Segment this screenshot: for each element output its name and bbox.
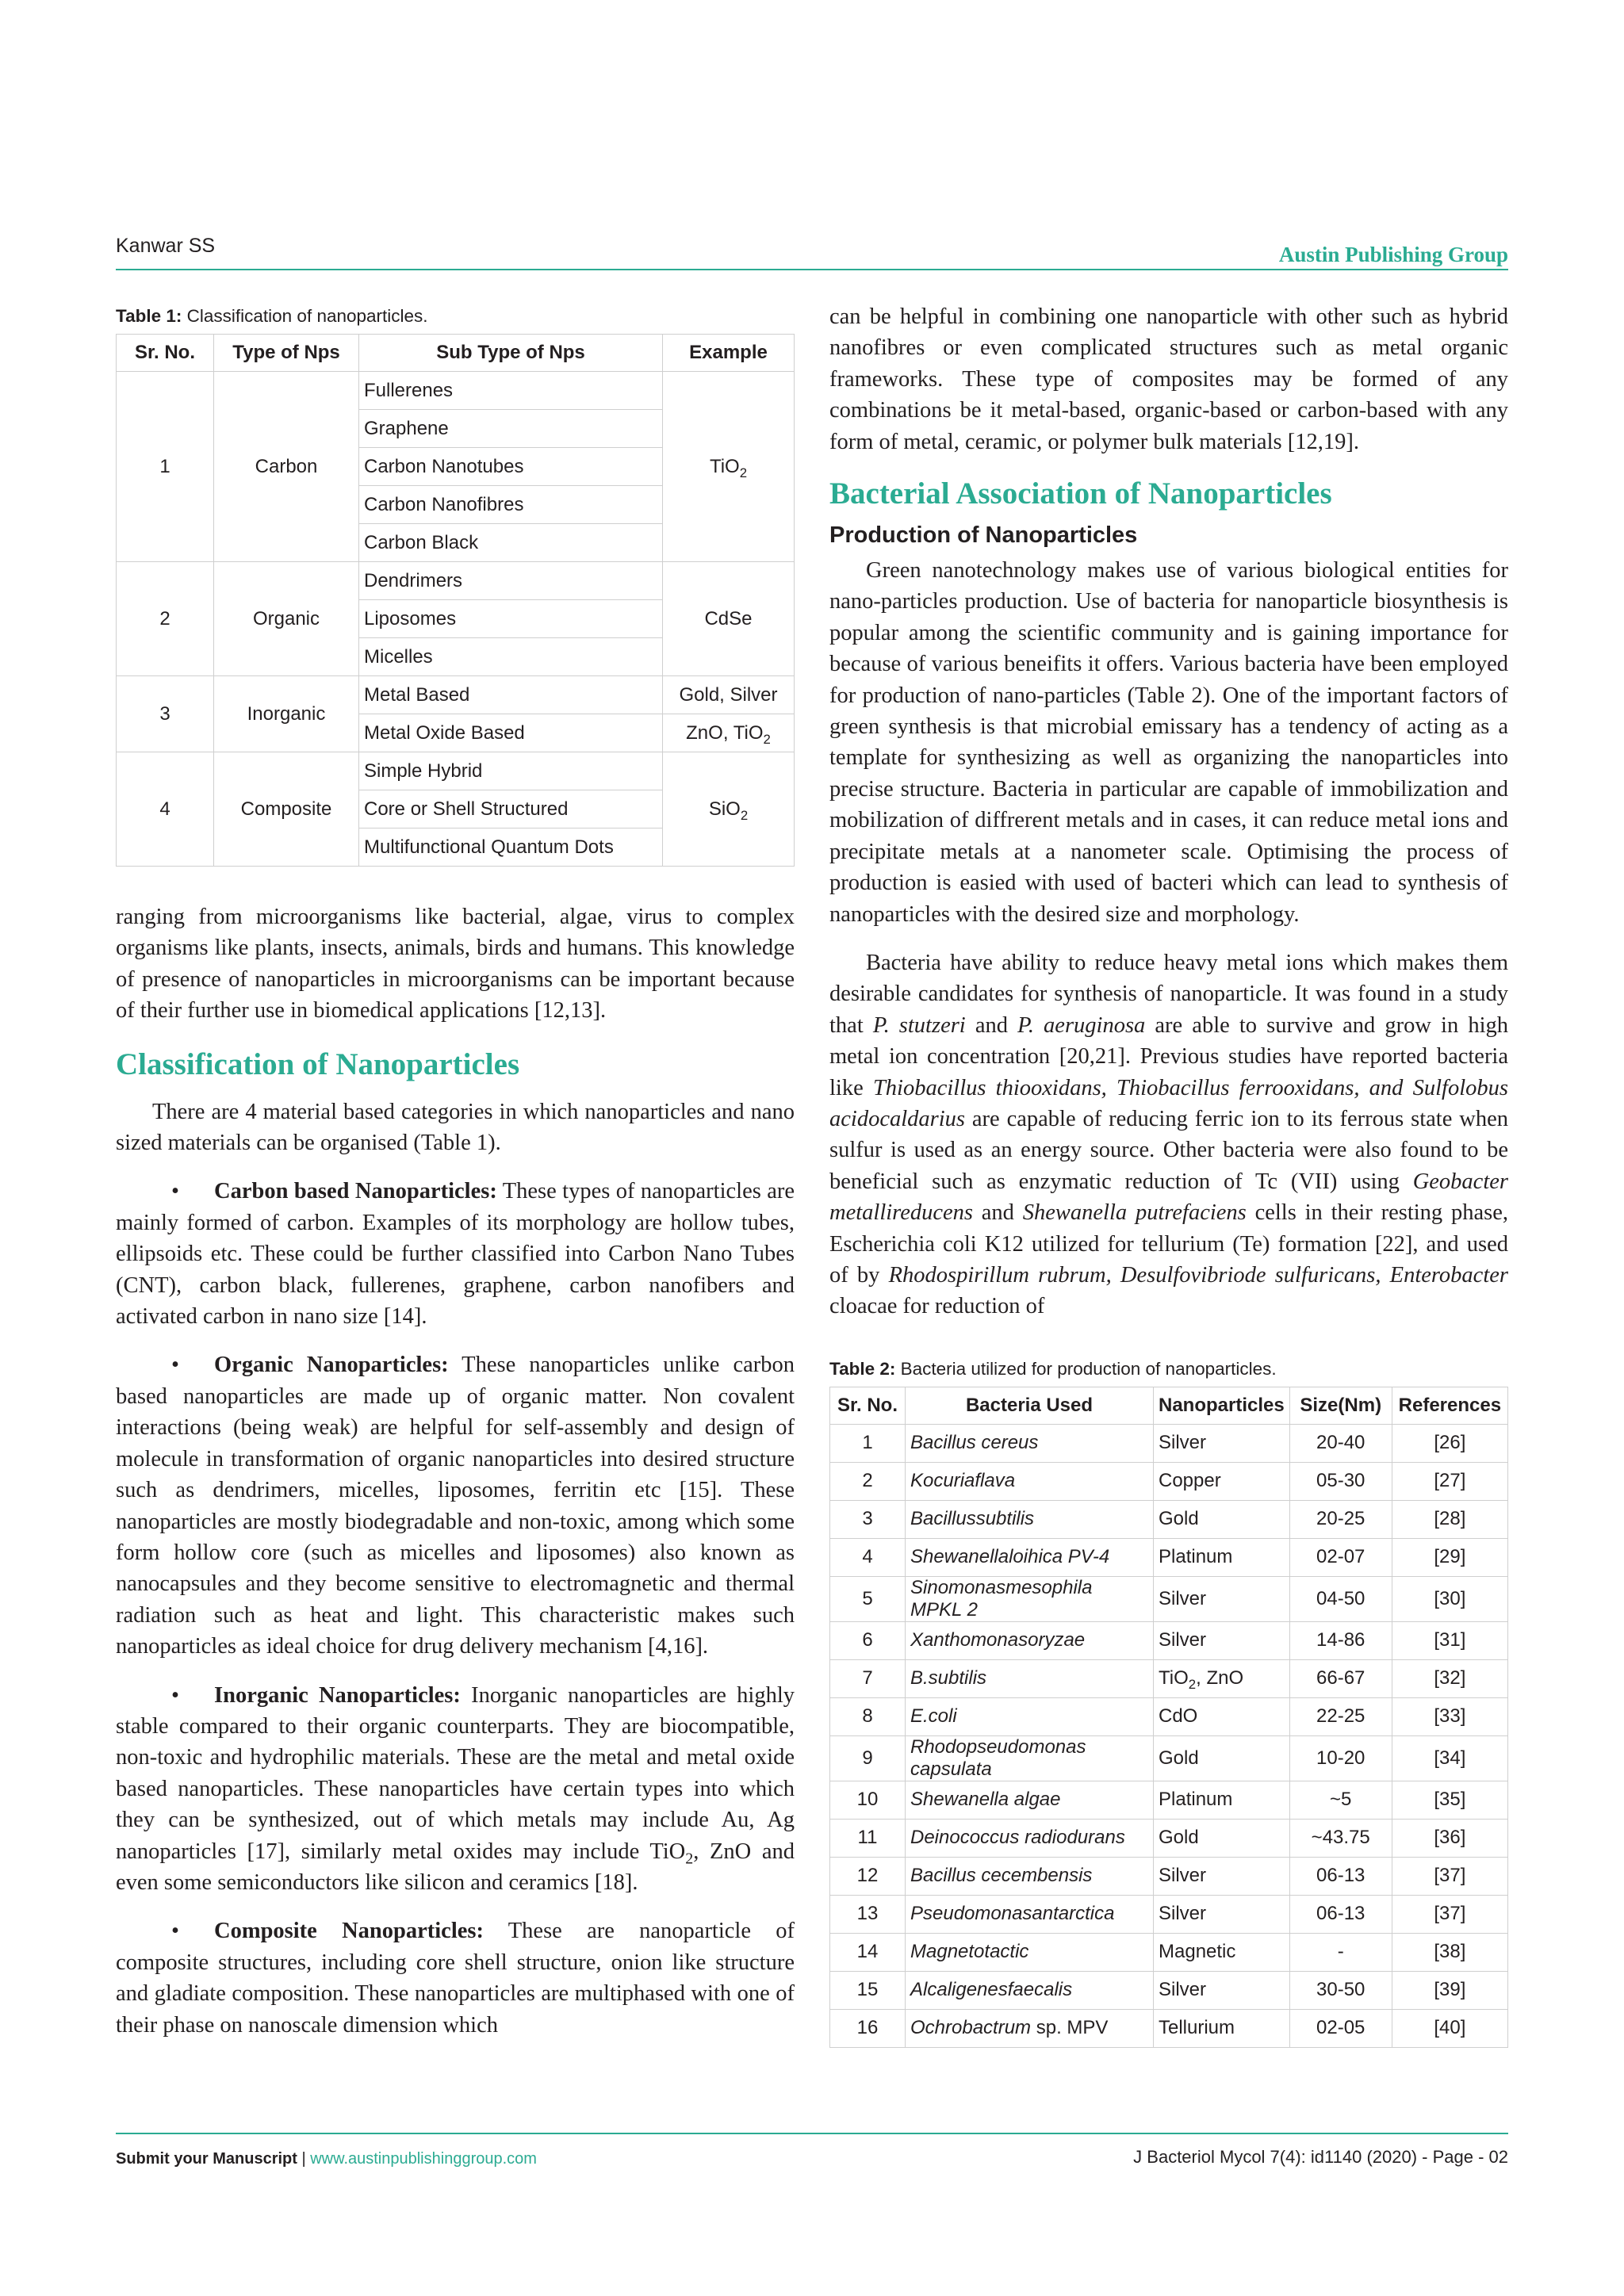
right-paragraph-2: Green nanotechnology makes use of various biological entities for nano-particles production. Use of bacteria for nanoparticle biosynthesis is popular among the scientific community and is gaining importance for because of various beneifits it offers. Various bacteria have been employed for production of nano-particles (Table 2). One of the important factors of green synthesis is that microbial emissary has a tendency of acting as a template for synthesizing as well as organizing the nanoparticles into precise structure. Bacteria in particular are capable of immobilization and mobilization of diffrerent metals and in cases, it can reduce metal ions and precipitate metals at a nanometer scale. Optimising the process of production is easied with used of bacteri which can lead to synthesis of nanoparticles with the desired size and morphology. bbox=[829, 558, 1508, 927]
table1-cell-example bbox=[663, 562, 795, 676]
table1-cell-srno: 1 bbox=[117, 372, 214, 562]
table2-cell-srno: 16 bbox=[830, 2009, 906, 2047]
table2-row bbox=[830, 1424, 1508, 1462]
table2-cell-size: 30-50 bbox=[1289, 1971, 1392, 2009]
table1-row bbox=[117, 372, 795, 410]
table2-cell-reference: [35] bbox=[1392, 1781, 1507, 1819]
table2-cell-srno: 6 bbox=[830, 1621, 906, 1659]
bacteria-name: Deinococcus radiodurans bbox=[910, 1827, 1125, 1849]
table1-cell-subtype: Carbon Black bbox=[359, 524, 663, 562]
p3-text-e: and bbox=[972, 1200, 1023, 1226]
table1-col-example: Example bbox=[663, 335, 795, 372]
table2-cell-srno: 11 bbox=[830, 1819, 906, 1857]
table2-cell-reference: [34] bbox=[1392, 1735, 1507, 1781]
bullet-inorganic-subscript: 2 bbox=[685, 1850, 694, 1868]
table2-cell-size: - bbox=[1289, 1933, 1392, 1971]
p3-italic-1: P. stutzeri bbox=[872, 1012, 966, 1038]
table2-cell-nanoparticle bbox=[1154, 1933, 1290, 1971]
table2-cell-reference: [28] bbox=[1392, 1500, 1507, 1538]
table1-cell-subtype: Metal Based bbox=[359, 676, 663, 714]
footer-submit bbox=[116, 2150, 537, 2168]
table2-row bbox=[830, 1819, 1508, 1857]
table1-cell-subtype: Micelles bbox=[359, 638, 663, 676]
table2 bbox=[829, 1387, 1508, 2048]
table1-cell-srno: 4 bbox=[117, 752, 214, 867]
nanoparticle-text: Magnetic bbox=[1159, 1941, 1236, 1963]
bullet-organic-title: Organic Nanoparticles: bbox=[214, 1353, 449, 1378]
table2-cell-nanoparticle bbox=[1154, 1781, 1290, 1819]
publisher-website-link[interactable]: www.austinpublishinggroup.com bbox=[310, 2150, 537, 2168]
bacteria-name: Xanthomonasoryzae bbox=[910, 1629, 1086, 1651]
p3-text-a: Bacteria have ability to reduce heavy metal ions which makes them desirable candidates for synthesis of nanoparticle. It was found in a study that bbox=[829, 950, 1508, 1038]
table1-col-subtype: Sub Type of Nps bbox=[359, 335, 663, 372]
table1-col-srno: Sr. No. bbox=[117, 335, 214, 372]
table2-cell-reference: [30] bbox=[1392, 1576, 1507, 1621]
bullet-inorganic bbox=[116, 1680, 795, 1899]
nanoparticle-text: Gold bbox=[1159, 1508, 1199, 1530]
table1-caption bbox=[116, 306, 795, 327]
table1-cell-srno: 3 bbox=[117, 676, 214, 752]
example-text: Gold, Silver bbox=[679, 683, 778, 706]
table1-cell-example bbox=[663, 372, 795, 562]
table1-caption-text: Classification of nanoparticles. bbox=[186, 306, 428, 326]
table1-cell-type: Carbon bbox=[214, 372, 359, 562]
table2-row bbox=[830, 1621, 1508, 1659]
table2-caption-text: Bacteria utilized for production of nanoparticles. bbox=[900, 1358, 1277, 1379]
table2-cell-srno: 7 bbox=[830, 1659, 906, 1697]
table1-cell-subtype: Graphene bbox=[359, 410, 663, 448]
table2-row bbox=[830, 1538, 1508, 1576]
nanoparticle-text: Tellurium bbox=[1159, 2017, 1235, 2039]
p3-text-g: cloacae for reduction of bbox=[829, 1294, 1045, 1319]
example-text: TiO bbox=[709, 455, 740, 477]
table2-cell-nanoparticle bbox=[1154, 1576, 1290, 1621]
table1-cell-subtype: Liposomes bbox=[359, 600, 663, 638]
p3-text-c: are able to survive and grow in high metal ion concentration [20,21]. Previous studies have reported bacteria like bbox=[829, 1012, 1508, 1100]
bullet-composite-text: These are nanoparticle of composite structures, including core shell structure, onion like structure and gladiate composition. These nanoparticles are multiphased with one of their phase on nanoscale dimension which bbox=[116, 1919, 795, 2038]
left-paragraph-1: ranging from microorganisms like bacterial, algae, virus to complex organisms like plants, insects, animals, birds and humans. This knowledge of presence of nanoparticles in microorganisms can be important because of their further use in biomedical applications [12,13]. bbox=[116, 905, 795, 1024]
table2-cell-nanoparticle bbox=[1154, 1621, 1290, 1659]
table2-col-srno: Sr. No. bbox=[830, 1387, 906, 1424]
table1-body bbox=[117, 372, 795, 867]
table2-cell-srno: 9 bbox=[830, 1735, 906, 1781]
nanoparticle-text: Gold bbox=[1159, 1747, 1199, 1769]
table1-row bbox=[117, 562, 795, 600]
bacteria-name: Magnetotactic bbox=[910, 1941, 1029, 1963]
example-subscript: 2 bbox=[739, 465, 748, 480]
table2-cell-bacteria bbox=[906, 1781, 1154, 1819]
table2-row bbox=[830, 1576, 1508, 1621]
bullet-inorganic-text-b: , ZnO and even some semiconductors like silicon and ceramics [18]. bbox=[116, 1839, 795, 1895]
table2-cell-bacteria bbox=[906, 1819, 1154, 1857]
bullet-dot: • bbox=[171, 1919, 179, 1944]
table2-cell-srno: 14 bbox=[830, 1933, 906, 1971]
table2-cell-srno: 13 bbox=[830, 1895, 906, 1933]
table2-row bbox=[830, 1500, 1508, 1538]
table2-cell-nanoparticle bbox=[1154, 1857, 1290, 1895]
table1-cell-type: Inorganic bbox=[214, 676, 359, 752]
bullet-composite-title: Composite Nanoparticles: bbox=[214, 1919, 484, 1944]
table1-cell-example bbox=[663, 752, 795, 867]
table2-cell-bacteria bbox=[906, 1538, 1154, 1576]
table2-caption bbox=[829, 1359, 1508, 1380]
p3-italic-3: Thiobacillus thiooxidans, Thiobacillus ferrooxidans, and Sulfolobus acidocaldarius bbox=[829, 1075, 1508, 1131]
table2-cell-nanoparticle bbox=[1154, 1971, 1290, 2009]
bacteria-name: Sinomonasmesophila MPKL 2 bbox=[910, 1576, 1093, 1621]
table2-cell-nanoparticle bbox=[1154, 1659, 1290, 1697]
p3-italic-2: P. aeruginosa bbox=[1017, 1012, 1146, 1038]
table2-col-size: Size(Nm) bbox=[1289, 1387, 1392, 1424]
table2-cell-bacteria bbox=[906, 1933, 1154, 1971]
header-rule bbox=[116, 269, 1508, 270]
table2-cell-srno: 1 bbox=[830, 1424, 906, 1462]
table2-cell-size: 05-30 bbox=[1289, 1462, 1392, 1500]
table2-cell-size: 02-05 bbox=[1289, 2009, 1392, 2047]
table2-cell-reference: [37] bbox=[1392, 1895, 1507, 1933]
table2-row bbox=[830, 1659, 1508, 1697]
p3-italic-5: Shewanella putrefaciens bbox=[1022, 1200, 1247, 1226]
bullet-carbon-text: These types of nanoparticles are mainly formed of carbon. Examples of its morphology are hollow tubes, ellipsoids etc. These could be further classified into Carbon Nano Tubes (CNT), carbon black, fullerenes, graphene, carbon nanofibers and activated carbon in nano size [14]. bbox=[116, 1179, 795, 1330]
footer-separator: | bbox=[297, 2150, 311, 2168]
example-subscript: 2 bbox=[763, 731, 771, 747]
table2-cell-srno: 8 bbox=[830, 1697, 906, 1735]
nanoparticle-text: Silver bbox=[1159, 1979, 1207, 2001]
p3-text-d: are capable of reducing ferric ion to its ferrous state when sulfur is used as an energy source. Other bacteria were also found to be beneficial such as enzymatic reduction of Tc (VII) using bbox=[829, 1106, 1508, 1194]
table2-cell-size: ~5 bbox=[1289, 1781, 1392, 1819]
example-text: SiO bbox=[708, 798, 741, 820]
table2-cell-bacteria bbox=[906, 1621, 1154, 1659]
table1-cell-subtype: Carbon Nanotubes bbox=[359, 448, 663, 486]
table2-cell-bacteria bbox=[906, 2009, 1154, 2047]
table2-row bbox=[830, 1971, 1508, 2009]
table2-row bbox=[830, 1697, 1508, 1735]
bullet-organic bbox=[116, 1349, 795, 1662]
table2-cell-srno: 5 bbox=[830, 1576, 906, 1621]
p3-text-f: cells in their resting phase, Escherichia coli K12 utilized for tellurium (Te) formation [22], and used of by bbox=[829, 1200, 1508, 1288]
nanoparticle-text: TiO bbox=[1159, 1667, 1189, 1689]
table2-row bbox=[830, 1781, 1508, 1819]
footer-citation: J Bacteriol Mycol 7(4): id1140 (2020) - Page - 02 bbox=[1133, 2147, 1508, 2167]
table2-cell-reference: [39] bbox=[1392, 1971, 1507, 2009]
bacteria-name: Shewanella algae bbox=[910, 1789, 1061, 1811]
table2-cell-nanoparticle bbox=[1154, 1462, 1290, 1500]
table2-cell-reference: [36] bbox=[1392, 1819, 1507, 1857]
left-column bbox=[116, 301, 795, 2041]
heading-production: Production of Nanoparticles bbox=[829, 522, 1138, 549]
table1-col-type: Type of Nps bbox=[214, 335, 359, 372]
table2-cell-size: 06-13 bbox=[1289, 1857, 1392, 1895]
table1-row bbox=[117, 752, 795, 790]
table2-cell-bacteria bbox=[906, 1659, 1154, 1697]
nanoparticle-text: Platinum bbox=[1159, 1789, 1233, 1811]
table1-header-row bbox=[117, 335, 795, 372]
bacteria-name: B.subtilis bbox=[910, 1667, 987, 1689]
table1-cell-subtype: Metal Oxide Based bbox=[359, 714, 663, 752]
table2-row bbox=[830, 1857, 1508, 1895]
publisher-name: Austin Publishing Group bbox=[1278, 243, 1508, 266]
bullet-inorganic-title: Inorganic Nanoparticles: bbox=[214, 1682, 461, 1708]
nanoparticle-text: Silver bbox=[1159, 1587, 1207, 1609]
bullet-dot: • bbox=[171, 1353, 179, 1378]
heading-classification: Classification of Nanoparticles bbox=[116, 1047, 520, 1081]
nanoparticle-text: Silver bbox=[1159, 1865, 1207, 1887]
table2-cell-nanoparticle bbox=[1154, 1424, 1290, 1462]
table2-cell-bacteria bbox=[906, 1895, 1154, 1933]
bullet-dot: • bbox=[171, 1682, 179, 1708]
bacteria-name: Bacillussubtilis bbox=[910, 1508, 1035, 1530]
table2-cell-bacteria bbox=[906, 1735, 1154, 1781]
submit-manuscript-link[interactable]: Submit your Manuscript bbox=[116, 2150, 297, 2168]
bacteria-name: Rhodopseudomonas capsulata bbox=[910, 1735, 1086, 1780]
table2-cell-reference: [33] bbox=[1392, 1697, 1507, 1735]
table2-cell-reference: [38] bbox=[1392, 1933, 1507, 1971]
table2-cell-srno: 12 bbox=[830, 1857, 906, 1895]
table2-cell-bacteria bbox=[906, 1462, 1154, 1500]
right-paragraph-3 bbox=[829, 947, 1508, 1322]
nanoparticle-text: Silver bbox=[1159, 1629, 1207, 1651]
bacteria-name: E.coli bbox=[910, 1705, 957, 1728]
table2-row bbox=[830, 1895, 1508, 1933]
table2-cell-reference: [40] bbox=[1392, 2009, 1507, 2047]
table2-cell-nanoparticle bbox=[1154, 1538, 1290, 1576]
nanoparticle-text: Silver bbox=[1159, 1432, 1207, 1454]
table2-body bbox=[830, 1424, 1508, 2047]
bacteria-name: Alcaligenesfaecalis bbox=[910, 1979, 1073, 2001]
table2-cell-srno: 10 bbox=[830, 1781, 906, 1819]
running-head-author: Kanwar SS bbox=[116, 235, 216, 257]
table1-cell-subtype: Simple Hybrid bbox=[359, 752, 663, 790]
table2-cell-bacteria bbox=[906, 1857, 1154, 1895]
table2-cell-srno: 3 bbox=[830, 1500, 906, 1538]
table2-cell-nanoparticle bbox=[1154, 1735, 1290, 1781]
table2-header-row bbox=[830, 1387, 1508, 1424]
nanoparticle-text: Gold bbox=[1159, 1827, 1199, 1849]
table2-row bbox=[830, 1933, 1508, 1971]
example-text: CdSe bbox=[704, 607, 753, 629]
table2-cell-reference: [27] bbox=[1392, 1462, 1507, 1500]
table2-cell-bacteria bbox=[906, 1500, 1154, 1538]
right-paragraph-1: can be helpful in combining one nanoparticle with other such as hybrid nanofibres or even complicated structures such as metal organic frameworks. These type of composites may be formed of any combinations be it metal-based, organic-based or carbon-based with any form of metal, ceramic, or polymer bulk materials [12,19]. bbox=[829, 304, 1508, 454]
bacteria-extra: sp. MPV bbox=[1031, 2017, 1109, 2039]
bacteria-name: Bacillus cereus bbox=[910, 1432, 1039, 1454]
table2-cell-size: 02-07 bbox=[1289, 1538, 1392, 1576]
bullet-carbon-title: Carbon based Nanoparticles: bbox=[214, 1179, 497, 1204]
table2-cell-srno: 4 bbox=[830, 1538, 906, 1576]
nanoparticle-text: CdO bbox=[1159, 1705, 1198, 1728]
nanoparticle-text: Silver bbox=[1159, 1903, 1207, 1925]
table2-cell-size: 22-25 bbox=[1289, 1697, 1392, 1735]
heading-bacterial-association: Bacterial Association of Nanoparticles bbox=[829, 476, 1332, 511]
bacteria-name: Shewanellaloihica PV-4 bbox=[910, 1546, 1110, 1568]
table2-cell-reference: [31] bbox=[1392, 1621, 1507, 1659]
table2-cell-nanoparticle bbox=[1154, 2009, 1290, 2047]
table2-cell-srno: 15 bbox=[830, 1971, 906, 2009]
table2-col-references: References bbox=[1392, 1387, 1507, 1424]
table2-cell-nanoparticle bbox=[1154, 1819, 1290, 1857]
table2-cell-reference: [32] bbox=[1392, 1659, 1507, 1697]
table2-cell-nanoparticle bbox=[1154, 1895, 1290, 1933]
table2-col-nanoparticles: Nanoparticles bbox=[1154, 1387, 1290, 1424]
table1-cell-type: Organic bbox=[214, 562, 359, 676]
nanoparticle-tail: , ZnO bbox=[1196, 1667, 1244, 1689]
table2-cell-bacteria bbox=[906, 1424, 1154, 1462]
table2-cell-srno: 2 bbox=[830, 1462, 906, 1500]
table1-caption-label: Table 1: bbox=[116, 306, 182, 326]
table1-cell-example bbox=[663, 714, 795, 752]
table2-cell-bacteria bbox=[906, 1971, 1154, 2009]
table2-col-bacteria: Bacteria Used bbox=[906, 1387, 1154, 1424]
bacteria-name: Ochrobactrum bbox=[910, 2017, 1032, 2039]
nanoparticle-text: Copper bbox=[1159, 1470, 1221, 1492]
bacteria-name: Kocuriaflava bbox=[910, 1470, 1016, 1492]
example-text: ZnO, TiO bbox=[686, 721, 764, 744]
table1-cell-subtype: Fullerenes bbox=[359, 372, 663, 410]
table2-cell-size: 10-20 bbox=[1289, 1735, 1392, 1781]
table2-row bbox=[830, 1462, 1508, 1500]
nanoparticle-text: Platinum bbox=[1159, 1546, 1233, 1568]
table2-cell-size: 04-50 bbox=[1289, 1576, 1392, 1621]
nanoparticle-subscript: 2 bbox=[1188, 1677, 1197, 1693]
p3-text-b: and bbox=[965, 1012, 1018, 1038]
table2-cell-nanoparticle bbox=[1154, 1500, 1290, 1538]
table2-caption-label: Table 2: bbox=[829, 1358, 896, 1379]
bullet-carbon bbox=[116, 1176, 795, 1332]
table2-cell-size: 06-13 bbox=[1289, 1895, 1392, 1933]
table2-cell-size: ~43.75 bbox=[1289, 1819, 1392, 1857]
table2-cell-reference: [29] bbox=[1392, 1538, 1507, 1576]
table1 bbox=[116, 334, 795, 867]
p3-italic-4: Geobacter metallireducens bbox=[829, 1169, 1508, 1226]
table2-cell-size: 20-40 bbox=[1289, 1424, 1392, 1462]
table1-cell-subtype: Core or Shell Structured bbox=[359, 790, 663, 828]
table1-cell-srno: 2 bbox=[117, 562, 214, 676]
table2-cell-bacteria bbox=[906, 1697, 1154, 1735]
table2-cell-size: 66-67 bbox=[1289, 1659, 1392, 1697]
table1-cell-example bbox=[663, 676, 795, 714]
example-subscript: 2 bbox=[740, 807, 749, 823]
bullet-organic-text: These nanoparticles unlike carbon based nanoparticles are made up of organic matter. Non covalent interactions (being weak) are helpful for self-assembly and design of molecule in transformation of organic nanoparticles into desired structure such as dendrimers, micelles, liposomes, ferritin etc [15]. These nanoparticles are mostly biodegradable and non-toxic, among which some form hollow core (such as micelles and liposomes) also known as nanocapsules and they become sensitive to electromagnetic and thermal radiation such as heat and light. This characteristic makes such nanoparticles as ideal choice for drug delivery mechanism [4,16]. bbox=[116, 1353, 795, 1659]
right-column bbox=[829, 301, 1508, 2048]
left-paragraph-2: There are 4 material based categories in which nanoparticles and nano sized materials can be organised (Table 1). bbox=[116, 1099, 795, 1156]
table2-row bbox=[830, 2009, 1508, 2047]
table2-cell-reference: [26] bbox=[1392, 1424, 1507, 1462]
table2-cell-bacteria bbox=[906, 1576, 1154, 1621]
table2-row bbox=[830, 1735, 1508, 1781]
p3-italic-6: Rhodospirillum rubrum, Desulfovibriode sulfuricans, Enterobacter bbox=[888, 1262, 1508, 1288]
bullet-inorganic-text-a: Inorganic nanoparticles are highly stable compared to their organic counterparts. They are biocompatible, non-toxic and hydrophilic materials. These are the metal and metal oxide based nanoparticles. These nanoparticles have certain types into which they can be synthesized, out of which metals may include Au, Ag nanoparticles [17], similarly metal oxides may include TiO bbox=[116, 1682, 795, 1864]
table1-cell-subtype: Multifunctional Quantum Dots bbox=[359, 828, 663, 867]
table2-cell-nanoparticle bbox=[1154, 1697, 1290, 1735]
footer-rule bbox=[116, 2133, 1508, 2134]
table2-cell-reference: [37] bbox=[1392, 1857, 1507, 1895]
bacteria-name: Pseudomonasantarctica bbox=[910, 1903, 1115, 1925]
table1-cell-subtype: Dendrimers bbox=[359, 562, 663, 600]
table1-row bbox=[117, 676, 795, 714]
table1-cell-subtype: Carbon Nanofibres bbox=[359, 486, 663, 524]
table2-cell-size: 14-86 bbox=[1289, 1621, 1392, 1659]
table1-cell-type: Composite bbox=[214, 752, 359, 867]
bacteria-name: Bacillus cecembensis bbox=[910, 1865, 1093, 1887]
bullet-dot: • bbox=[171, 1179, 179, 1204]
table2-cell-size: 20-25 bbox=[1289, 1500, 1392, 1538]
bullet-composite bbox=[116, 1915, 795, 2041]
